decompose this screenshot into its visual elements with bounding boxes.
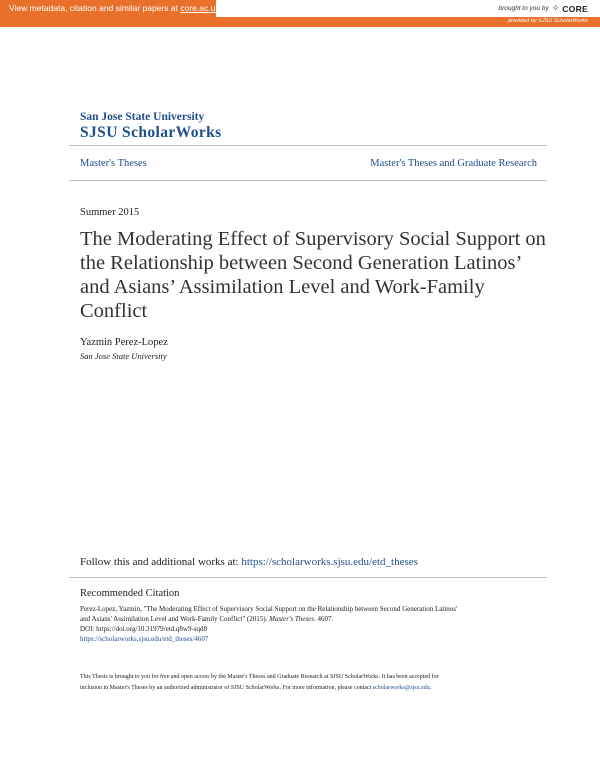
repository-name[interactable]: SJSU ScholarWorks [80,124,222,141]
brought-to-you-text: brought to you by [498,5,549,12]
core-metadata-link[interactable] [9,3,220,13]
core-logo[interactable]: CORE [562,3,588,14]
brought-to-you-by[interactable] [498,3,588,14]
author-name: Yazmin Perez-Lopez [80,337,168,348]
citation-line-2 [80,614,540,624]
core-logo-icon: ✧ [551,3,560,13]
citation-doi[interactable]: DOI: https://doi.org/10.31979/etd.q8w9-sqd8 [80,625,208,633]
recommended-citation-heading: Recommended Citation [80,588,180,599]
core-metadata-text: View metadata, citation and similar papers at [9,3,181,13]
collection-link-graduate-research[interactable]: Master's Theses and Graduate Research [370,158,537,169]
university-name[interactable]: San Jose State University [80,111,205,123]
citation-line-1: Perez-Lopez, Yazmin, "The Moderating Effect of Supervisory Social Support on the Relationship between Second Generation Latinos' [80,605,458,613]
core-banner [0,0,600,28]
citation-line-2-text: and Asians' Assimilation Level and Work-Family Conflict" (2015). [80,615,270,623]
citation-divider [69,577,547,578]
notice-period: . [429,685,432,691]
provided-by-text: provided by SJSU ScholarWorks [508,18,588,24]
follow-link[interactable]: https://scholarworks.sjsu.edu/etd_theses [241,556,418,568]
author-affiliation: San Jose State University [80,351,167,361]
core-metadata-link-box[interactable] [0,0,220,17]
collection-link-masters-theses[interactable]: Master's Theses [80,158,147,169]
recommended-citation [80,604,540,644]
notice-line-1: This Thesis is brought to you for free and open access by the Master's Theses and Graduate Research at SJSU ScholarWorks. It has been accepted for [80,674,439,680]
top-divider [69,145,547,146]
contact-email-link[interactable]: scholarworks@sjsu.edu [372,685,430,691]
access-notice [80,672,530,694]
collection-divider [69,180,547,181]
publication-date: Summer 2015 [80,207,140,218]
citation-journal: Master's Theses [269,615,314,623]
follow-line [80,556,418,568]
institution-block [80,111,222,142]
core-provided-strip [0,17,600,27]
notice-line-2-text: inclusion in Master's Theses by an authorized administrator of SJSU ScholarWorks. For more information, please contact [80,685,373,691]
citation-number: . 4607. [313,615,334,623]
core-ac-uk-link[interactable]: core.ac.uk [180,3,220,13]
notice-line-2 [80,683,530,694]
citation-url[interactable]: https://scholarworks.sjsu.edu/etd_theses/4607 [80,635,209,643]
follow-text: Follow this and additional works at: [80,556,242,568]
paper-title: The Moderating Effect of Supervisory Social Support on the Relationship between Second Generation Latinos’ and Asians’ Assimilation Level and Work-Family Conflict [80,228,546,322]
